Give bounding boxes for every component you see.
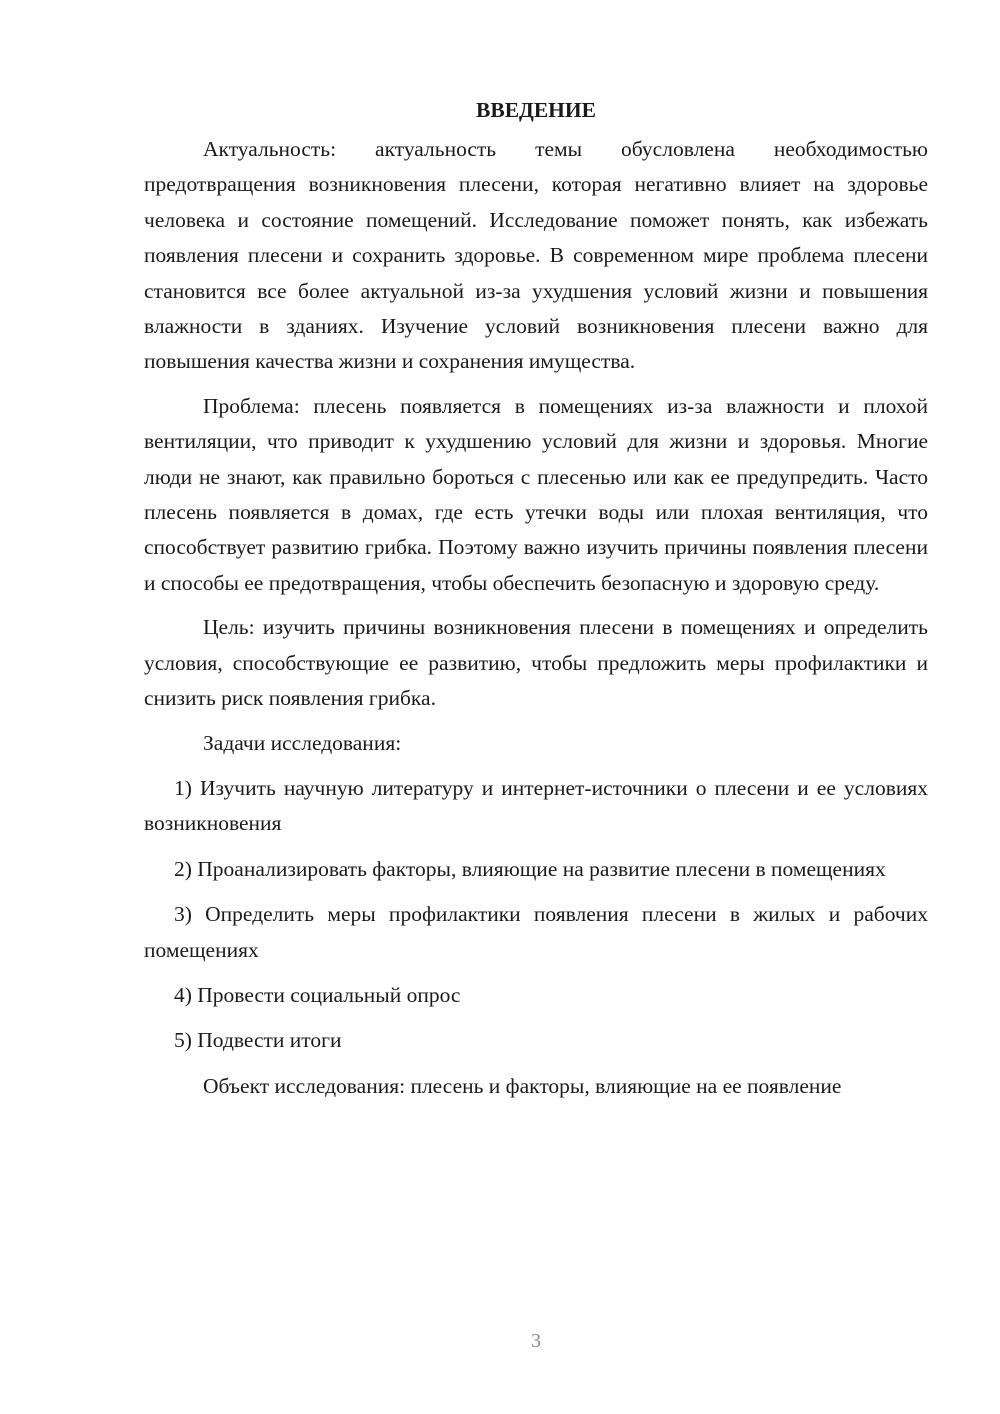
section-title: ВВЕДЕНИЕ <box>476 98 596 122</box>
page-content <box>144 92 928 1113</box>
task-item-4: 4) Провести социальный опрос <box>174 982 461 1007</box>
tasks-heading: Задачи исследования: <box>203 730 402 755</box>
goal-paragraph: Цель: изучить причины возникновения плесени в помещениях и определить условия, способствующие ее развитию, чтобы предложить меры профилактики и снизить риск появления грибка. <box>144 615 928 711</box>
task-item-1: 1) Изучить научную литературу и интернет-источники о плесени и ее условиях возникновения <box>144 775 928 836</box>
object-paragraph: Объект исследования: плесень и факторы, влияющие на ее появление <box>203 1073 842 1098</box>
page-number: 3 <box>531 1330 541 1352</box>
task-item-5: 5) Подвести итоги <box>174 1028 342 1053</box>
task-item-3: 3) Определить меры профилактики появления плесени в жилых и рабочих помещениях <box>144 902 928 962</box>
task-item-2: 2) Проанализировать факторы, влияющие на развитие плесени в помещениях <box>174 856 886 881</box>
relevance-paragraph: Актуальность: актуальность темы обусловлена необходимостью предотвращения возникновения плесени, которая негативно влияет на здоровье человека и состояние помещений. Исследование поможет понять, как избежать появления плесени и сохранить здоровье. В современном мире проблема плесени становится все более актуальной из-за ухудшения условий жизни и повышения влажности в зданиях. Изучение условий возникновения плесени важно для повышения качества жизни и сохранения имущества. <box>144 137 928 374</box>
problem-paragraph: Проблема: плесень появляется в помещениях из-за влажности и плохой вентиляции, что приводит к ухудшению условий для жизни и здоровья. Многие люди не знают, как правильно бороться с плесенью или как ее предупредить. Часто плесень появляется в домах, где есть утечки воды или плохая вентиляция, что способствует развитию грибка. Поэтому важно изучить причины появления плесени и способы ее предотвращения, чтобы обеспечить безопасную и здоровую среду. <box>144 393 928 595</box>
